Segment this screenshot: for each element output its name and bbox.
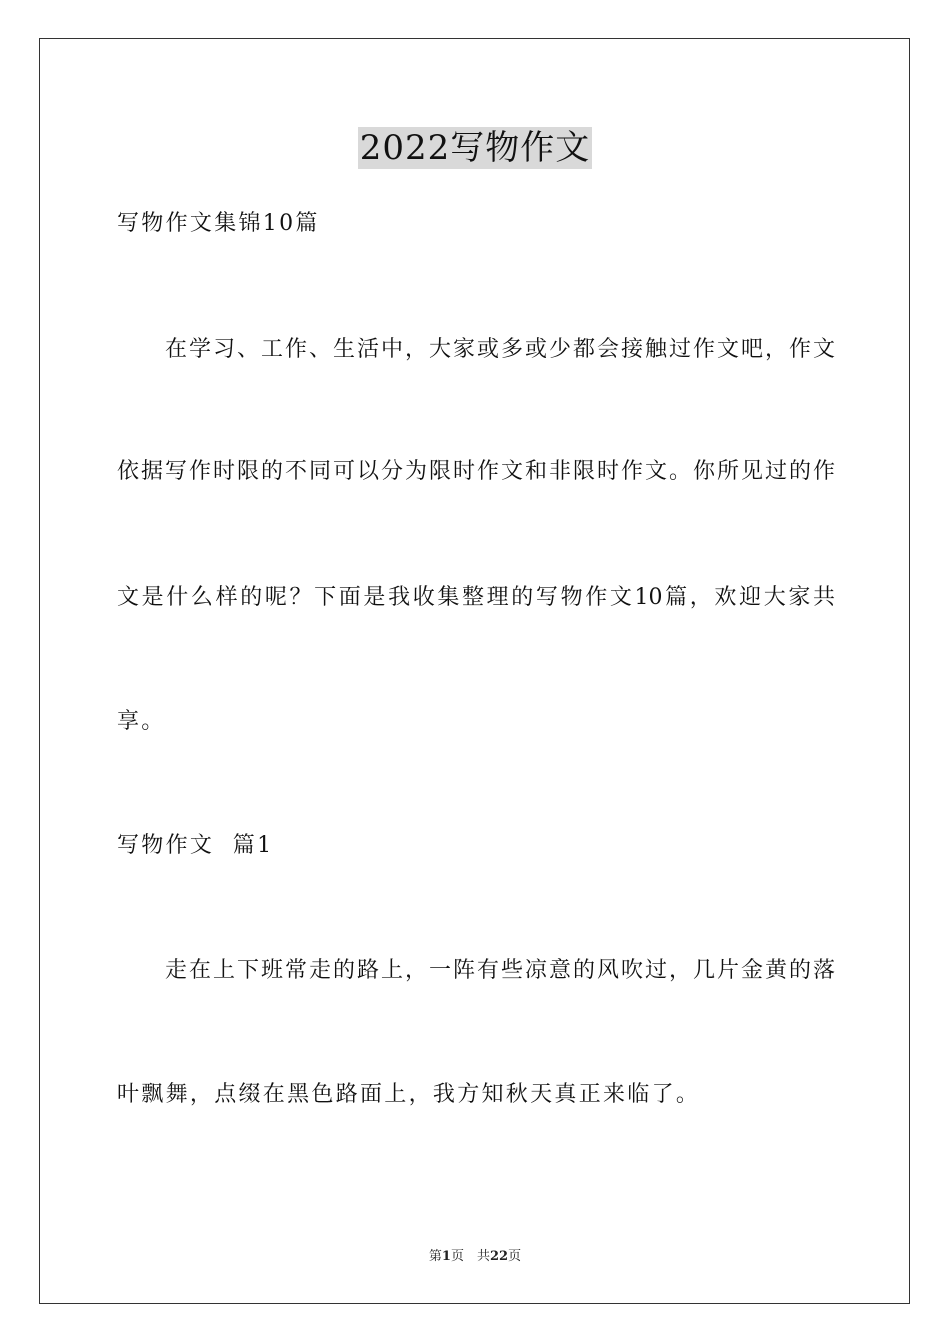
collection-subtitle: 写物作文集锦10篇: [117, 211, 320, 236]
intro-line-3: 文是什么样的呢？下面是我收集整理的写物作文10篇，欢迎大家共: [117, 585, 835, 610]
essay-line-1: 走在上下班常走的路上，一阵有些凉意的风吹过，几片金黄的落: [165, 958, 835, 983]
intro-line-1: 在学习、工作、生活中，大家或多或少都会接触过作文吧，作文: [165, 337, 835, 362]
intro-line-4: 享。: [117, 709, 166, 734]
footer-mid: 页 共: [450, 1249, 490, 1264]
footer-prefix: 第: [428, 1249, 442, 1264]
footer-suffix: 页: [508, 1249, 522, 1264]
footer-total-pages: 22: [489, 1249, 509, 1264]
intro-line-2: 依据写作时限的不同可以分为限时作文和非限时作文。你所见过的作: [117, 459, 835, 484]
essay-heading: 写物作文 篇1: [117, 833, 274, 858]
essay-line-2: 叶飘舞，点缀在黑色路面上，我方知秋天真正来临了。: [117, 1082, 701, 1107]
footer-page-number: 1: [441, 1249, 451, 1264]
page-footer: [0, 1249, 950, 1265]
title-container: [0, 127, 950, 169]
document-title: 2022写物作文: [359, 128, 591, 168]
